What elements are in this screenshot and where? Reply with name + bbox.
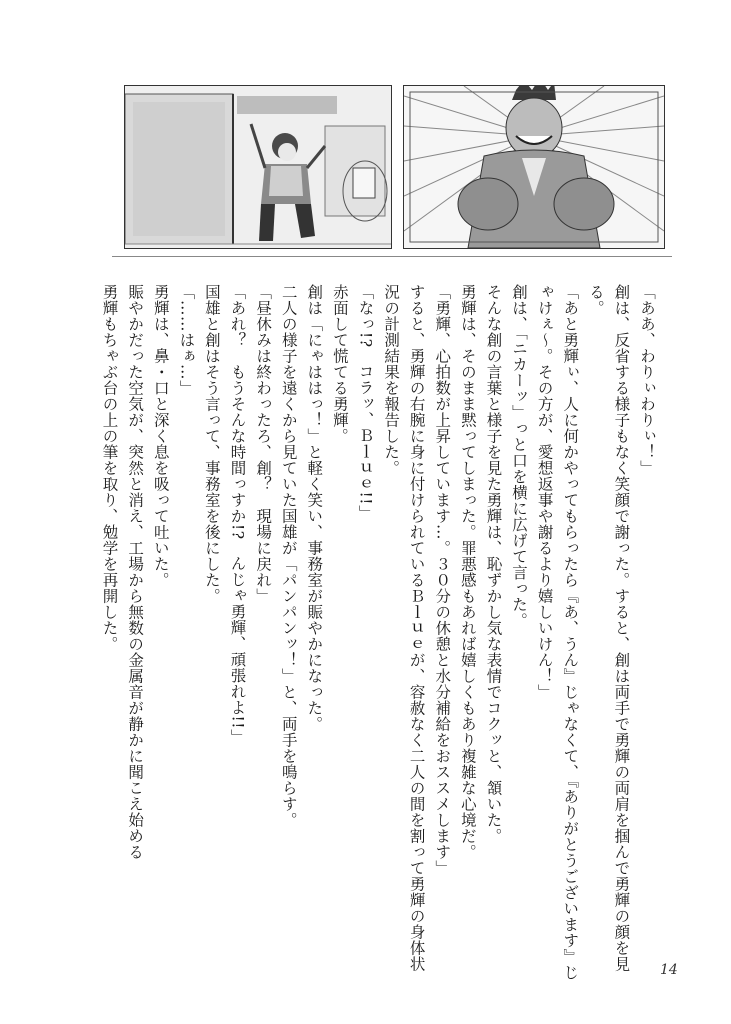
paragraph: 勇輝は、鼻・口と深く息を吸って吐いた。 bbox=[151, 284, 170, 588]
page-number: 14 bbox=[660, 962, 678, 978]
paragraph: 「昼休みは終わったろ、創？ 現場に戻れ」 bbox=[254, 284, 273, 604]
paragraph: 創は、反省する様子もなく笑顔で謝った。すると、創は両手で勇輝の両肩を掴んで勇輝の顔を見る。 bbox=[586, 284, 631, 972]
paragraph: 「……はぁ…」 bbox=[177, 284, 196, 396]
body-text bbox=[99, 284, 659, 984]
paragraph: 勇輝もちゃぶ台の上の筆を取り、勉学を再開した。 bbox=[100, 284, 119, 652]
paragraph: 二人の様子を遠くから見ていた国雄が「パンパンッ！」と、両手を鳴らす。 bbox=[279, 284, 298, 828]
separator-rule bbox=[112, 256, 672, 257]
sketch-boy-window bbox=[125, 86, 391, 248]
paragraph: 創は「にゃははっ！」と軽く笑い、事務室が賑やかになった。 bbox=[305, 284, 324, 732]
illustration-left bbox=[124, 85, 392, 249]
paragraph: すると、勇輝の右腕に身に付けられているＢｌｕｅが、容赦なく二人の間を割って勇輝の身体状況の計測結果を報告した。 bbox=[382, 284, 426, 972]
paragraph: そんな創の言葉と様子を見た勇輝は、恥ずかし気な表情でコクッと、頷いた。 bbox=[484, 284, 503, 844]
paragraph: 「なっ!? コラッ、Ｂｌｕｅ!!」 bbox=[356, 284, 375, 521]
paragraph: 「あと勇輝ぃ、人に何かやってもらったら『あ、うん』じゃなくて、『ありがとうございます』じゃけぇ～。その方が、愛想返事や謝るより嬉しいけん！」 bbox=[535, 284, 580, 981]
paragraph: 勇輝は、そのまま黙ってしまった。罪悪感もあれば嬉しくもあり複雑な心境だ。 bbox=[458, 284, 477, 860]
paragraph: 国雄と創はそう言って、事務室を後にした。 bbox=[202, 284, 221, 604]
paragraph: 「あれ？ もうそんな時間っすか!? んじゃ勇輝、頑張れよ!!」 bbox=[228, 284, 247, 745]
paragraph: 「ああ、わりぃわりぃ！」 bbox=[638, 284, 656, 476]
paragraph: 創は、「ニカーッ」っと口を横に広げて言った。 bbox=[510, 284, 529, 629]
paragraph: 賑やかだった空気が、突然と消え、工場から無数の金属音が静かに聞こえ始める bbox=[126, 284, 145, 860]
paragraph: 「勇輝、心拍数が上昇しています…。３０分の休憩と水分補給をおススメします」 bbox=[433, 284, 452, 876]
sketch-grinning-man bbox=[404, 86, 664, 248]
paragraph: 赤面して慌てる勇輝。 bbox=[330, 284, 349, 444]
illustration-right bbox=[403, 85, 665, 249]
